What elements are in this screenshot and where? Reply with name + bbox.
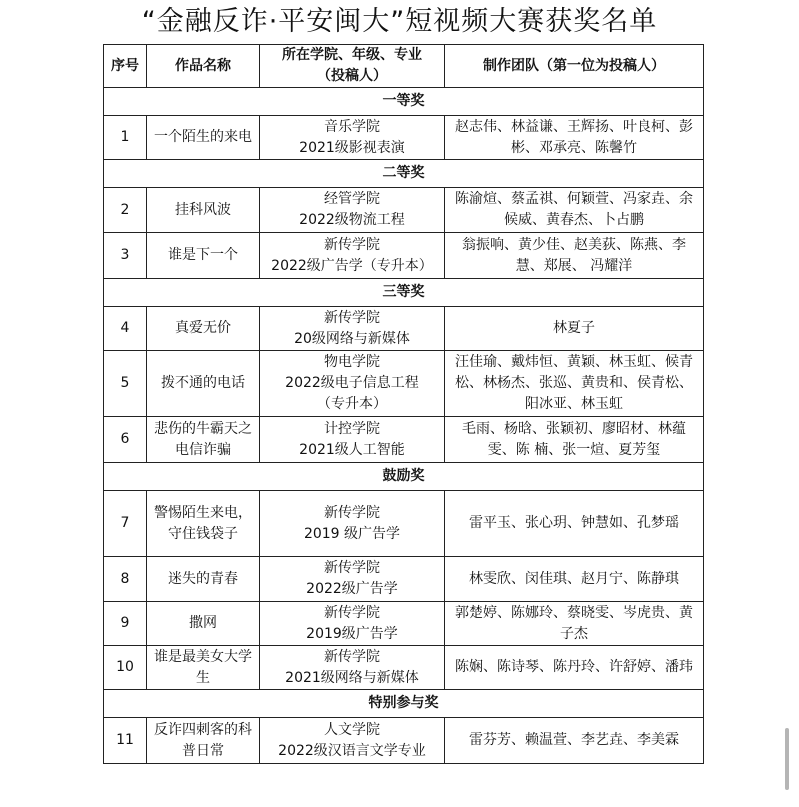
section-label: 三等奖: [104, 279, 704, 307]
grade-major: 20级网络与新媒体: [294, 330, 410, 347]
college-name: 新传学院: [324, 560, 380, 576]
row-work: 谁是下一个: [147, 233, 260, 279]
row-no: 6: [104, 417, 147, 463]
document-title: “金融反诈·平安闽大”短视频大赛获奖名单: [141, 6, 658, 37]
college-name: 新传学院: [324, 504, 380, 521]
section-first-prize: [104, 88, 704, 116]
grade-major-note: （专升本）: [317, 396, 387, 412]
table-row: [104, 307, 704, 351]
row-college: [260, 307, 445, 351]
row-team: 翁振响、黄少佳、赵美荻、陈燕、李慧、郑展、 冯耀洋: [445, 233, 704, 279]
row-no: 11: [104, 718, 147, 764]
row-college: [260, 557, 445, 602]
grade-major: 2021级网络与新媒体: [285, 669, 419, 686]
grade-major: 2022级汉语言文学专业: [278, 742, 426, 759]
section-second-prize: [104, 160, 704, 188]
row-college: [260, 602, 445, 646]
row-work: 撒网: [147, 602, 260, 646]
row-college: [260, 718, 445, 764]
table-row: [104, 188, 704, 233]
grade-major: 2022级广告学（专升本）: [271, 257, 433, 274]
grade-major: 2022级广告学: [306, 581, 398, 597]
row-work: 谁是最美女大学生: [147, 646, 260, 690]
row-work: 真爱无价: [147, 307, 260, 351]
table-row: [104, 116, 704, 160]
row-team: 毛雨、杨晗、张颖初、廖昭材、林蕴雯、陈 楠、张一煊、夏芳玺: [445, 417, 704, 463]
section-encouragement-prize: [104, 463, 704, 491]
grade-major: 2021级人工智能: [299, 441, 405, 458]
college-name: 经管学院: [324, 191, 380, 207]
section-third-prize: [104, 279, 704, 307]
row-no: 3: [104, 233, 147, 279]
section-special-participation-prize: [104, 690, 704, 718]
row-team: 雷芬芳、赖温萱、李艺垚、李美霖: [445, 718, 704, 764]
table-row: [104, 646, 704, 690]
row-college: [260, 646, 445, 690]
scrollbar-thumb[interactable]: [785, 728, 789, 790]
table-row: [104, 417, 704, 463]
row-work: 警惕陌生来电，守住钱袋子: [147, 491, 260, 557]
row-team: 汪佳瑜、戴炜恒、黄颖、林玉虹、候青松、林杨杰、张巡、黄贵和、侯青松、阳冰亚、林玉虹: [445, 351, 704, 417]
row-team: 赵志伟、林益谦、王辉扬、叶良柯、彭彬、邓承亮、陈馨竹: [445, 116, 704, 160]
college-name: 计控学院: [324, 420, 380, 437]
row-no: 9: [104, 602, 147, 646]
row-team: 陈渝煊、蔡孟祺、何颖萱、冯家垚、余候威、黄春杰、卜占鹏: [445, 188, 704, 233]
row-team: 陈娴、陈诗琴、陈丹玲、许舒婷、潘玮: [445, 646, 704, 690]
table-row: [104, 233, 704, 279]
grade-major: 2021级影视表演: [299, 139, 405, 156]
college-name: 新传学院: [324, 236, 380, 253]
award-list-table: [103, 44, 704, 764]
college-name: 音乐学院: [324, 118, 380, 135]
header-team: 制作团队（第一位为投稿人）: [445, 45, 704, 88]
row-no: 10: [104, 646, 147, 690]
row-no: 7: [104, 491, 147, 557]
row-work: 一个陌生的来电: [147, 116, 260, 160]
row-work: 迷失的青春: [147, 557, 260, 602]
college-name: 新传学院: [324, 648, 380, 665]
section-label: 二等奖: [104, 160, 704, 188]
row-college: [260, 116, 445, 160]
table-row: [104, 602, 704, 646]
header-college: [260, 45, 445, 88]
grade-major: 2019 级广告学: [303, 525, 401, 542]
header-no: 序号: [104, 45, 147, 88]
row-college: [260, 417, 445, 463]
row-work: 挂科风波: [147, 188, 260, 233]
grade-major: 2022级电子信息工程: [285, 375, 419, 391]
table-row: [104, 351, 704, 417]
table-header-row: [104, 45, 704, 88]
college-name: 新传学院: [324, 309, 380, 326]
row-college: [260, 351, 445, 417]
row-no: 1: [104, 116, 147, 160]
row-work: 拨不通的电话: [147, 351, 260, 417]
row-no: 5: [104, 351, 147, 417]
grade-major: 2022级物流工程: [299, 212, 405, 228]
college-name: 人文学院: [324, 721, 380, 738]
section-label: 一等奖: [104, 88, 704, 116]
row-team: 林夏子: [445, 307, 704, 351]
table-row: [104, 718, 704, 764]
row-team: 郭楚婷、陈娜玲、蔡晓雯、岑虎贵、黄子杰: [445, 602, 704, 646]
row-no: 2: [104, 188, 147, 233]
row-no: 8: [104, 557, 147, 602]
header-work: 作品名称: [147, 45, 260, 88]
row-college: [260, 233, 445, 279]
header-college-line2: （投稿人）: [317, 68, 387, 84]
row-no: 4: [104, 307, 147, 351]
grade-major: 2019级广告学: [306, 625, 398, 642]
row-team: 林雯欣、闵佳琪、赵月宁、陈静琪: [445, 557, 704, 602]
college-name: 新传学院: [324, 604, 380, 621]
row-work: 反诈四刺客的科普日常: [147, 718, 260, 764]
table-row: [104, 557, 704, 602]
table-row: [104, 491, 704, 557]
college-name: 物电学院: [324, 354, 380, 370]
row-team: 雷平玉、张心玥、钟慧如、孔梦瑶: [445, 491, 704, 557]
row-college: [260, 491, 445, 557]
section-label: 鼓励奖: [104, 463, 704, 491]
row-work: 悲伤的牛霸天之电信诈骗: [147, 417, 260, 463]
header-college-line1: 所在学院、年级、专业: [282, 47, 422, 63]
row-college: [260, 188, 445, 233]
section-label: 特别参与奖: [104, 690, 704, 718]
